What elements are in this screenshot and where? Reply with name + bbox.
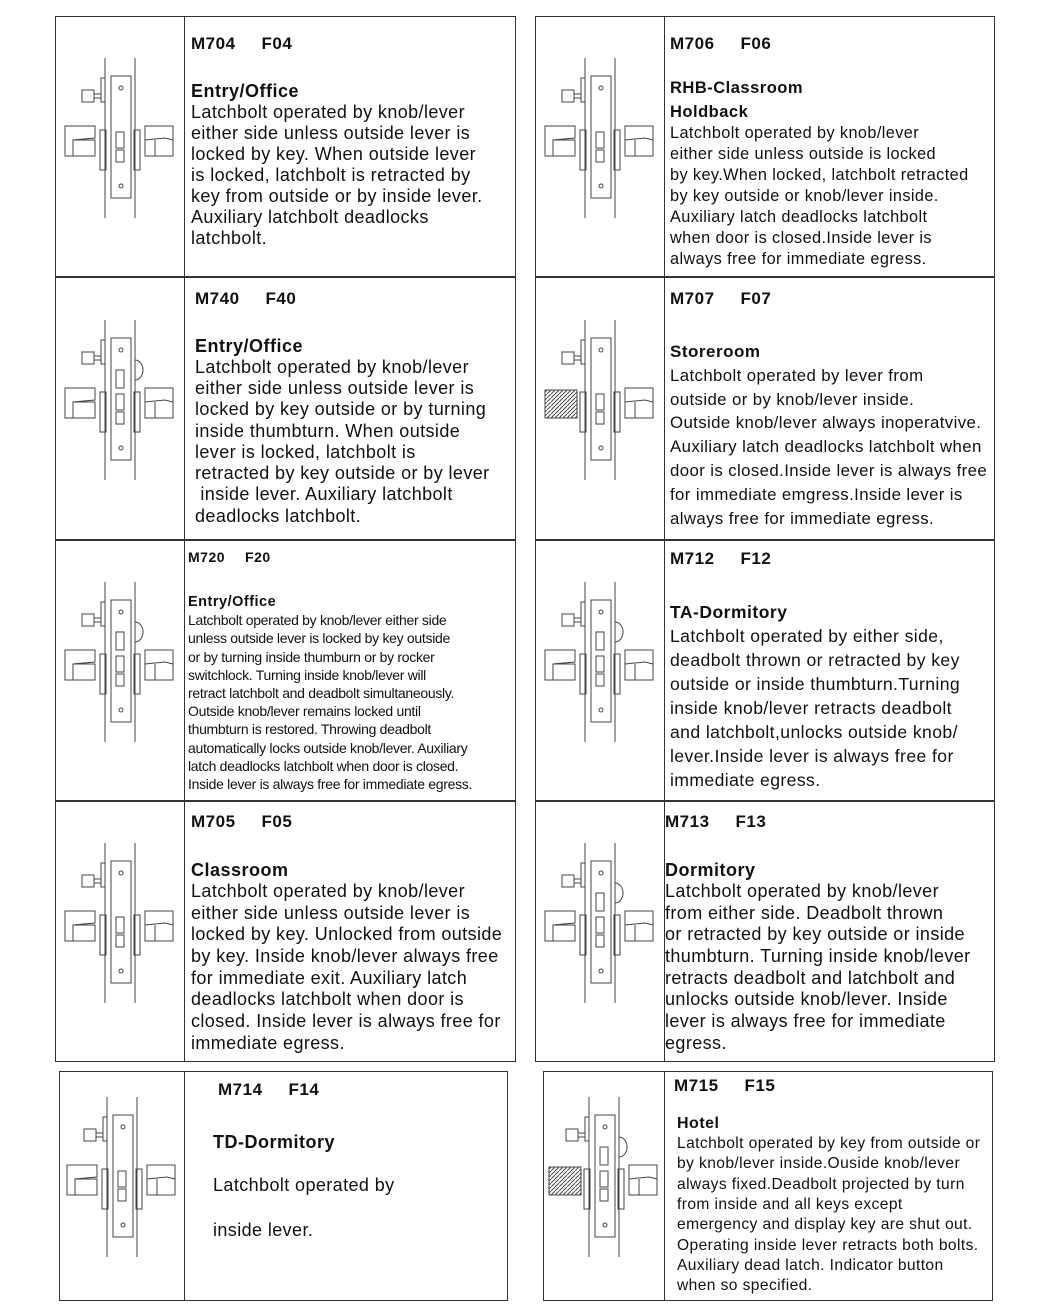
model-number: M714 — [218, 1080, 263, 1099]
function-code: F20 — [245, 549, 271, 565]
function-description — [191, 881, 502, 1055]
model-number: M720 — [188, 549, 226, 565]
description-line: Auxiliary dead latch. Indicator button — [677, 1256, 944, 1274]
model-header — [188, 549, 271, 565]
model-header — [670, 289, 771, 309]
description-line: switchlock. Turning inside knob/lever will — [188, 666, 426, 683]
function-title — [665, 858, 756, 882]
description-line: locked by key outside or by turning — [195, 399, 487, 420]
function-code: F15 — [744, 1076, 776, 1095]
description-line: Auxiliary latch deadlocks latchbolt — [670, 207, 928, 226]
description-line: either side unless outside lever is — [195, 377, 475, 398]
function-title-line: Entry/Office — [191, 81, 300, 101]
description-line: Latchbolt operated by key from outside or — [677, 1135, 981, 1153]
lock-diagram — [536, 802, 664, 1061]
function-description — [195, 357, 490, 527]
mortise-lock-icon — [539, 1087, 669, 1307]
function-title — [670, 76, 803, 124]
function-description — [670, 364, 987, 531]
description-line: outside or inside thumbturn.Turning — [670, 674, 961, 694]
function-title-line: Dormitory — [665, 860, 756, 880]
function-title — [191, 79, 299, 103]
function-code: F40 — [265, 289, 297, 308]
description-line: from either side. Deadbolt thrown — [665, 902, 944, 923]
description-line: emergency and display key are shut out. — [677, 1216, 973, 1234]
description-line: thumbturn. Turning inside knob/lever — [665, 945, 971, 966]
column-divider — [664, 278, 665, 539]
description-line: unless outside lever is locked by key outside — [188, 630, 450, 647]
description-line: Latchbolt operated by knob/lever either side — [188, 612, 447, 629]
model-number: M704 — [191, 34, 236, 53]
function-description — [677, 1134, 980, 1296]
function-title — [670, 340, 760, 364]
mortise-lock-icon — [55, 48, 185, 268]
function-description — [213, 1163, 395, 1253]
description-line: retracts deadbolt and latchbolt and — [665, 967, 956, 988]
function-code: F12 — [740, 549, 772, 568]
function-title-line: Classroom — [191, 860, 289, 880]
description-line: Inside lever is always free for immediate egress. — [188, 775, 473, 792]
function-title — [213, 1130, 335, 1154]
function-code: F04 — [261, 34, 293, 53]
function-code: F14 — [288, 1080, 320, 1099]
description-line: key from outside or by inside lever. — [191, 185, 483, 206]
description-line: and latchbolt,unlocks outside knob/ — [670, 722, 958, 742]
model-header — [665, 812, 766, 832]
description-line: lever is always free for immediate — [665, 1011, 946, 1032]
column-divider — [184, 278, 185, 539]
lock-diagram — [544, 1072, 664, 1300]
description-line: Auxiliary latchbolt deadlocks — [191, 206, 429, 227]
mortise-lock-icon — [535, 310, 665, 530]
mortise-lock-icon — [535, 572, 665, 792]
description-line: Outside knob/lever remains locked until — [188, 703, 421, 720]
lock-diagram — [536, 541, 664, 800]
function-title-line: RHB-Classroom — [670, 79, 804, 97]
description-line: deadlocks latchbolt when door is — [191, 989, 464, 1010]
description-line: Latchbolt operated by either side, — [670, 626, 944, 646]
description-line: inside lever. — [213, 1220, 314, 1240]
model-number: M712 — [670, 549, 715, 568]
description-line: or retracted by key outside or inside — [665, 924, 965, 945]
column-divider — [184, 1072, 185, 1300]
model-header — [674, 1076, 775, 1096]
description-line: latchbolt. — [191, 227, 268, 248]
description-line: outside or by knob/lever inside. — [670, 389, 915, 409]
column-divider — [664, 17, 665, 276]
description-line: either side unless outside lever is — [191, 122, 471, 143]
model-header — [670, 549, 771, 569]
function-description — [670, 624, 960, 792]
description-line: from inside and all keys except — [677, 1196, 903, 1214]
description-line: Latchbolt operated by knob/lever — [191, 101, 465, 122]
description-line: egress. — [665, 1032, 727, 1053]
function-title-line: Entry/Office — [188, 594, 277, 610]
function-title-line: Storeroom — [670, 342, 761, 361]
description-line: or by turning inside thumburn or by rocker — [188, 648, 435, 665]
description-line: by key outside or knob/lever inside. — [670, 186, 939, 205]
description-line: when door is closed.Inside lever is — [670, 228, 932, 247]
mortise-lock-icon — [535, 833, 665, 1053]
description-line: inside thumbturn. When outside — [195, 420, 461, 441]
description-line: unlocks outside knob/lever. Inside — [665, 989, 948, 1010]
model-header — [191, 812, 292, 832]
description-line: retract latchbolt and deadbolt simultaneously. — [188, 684, 455, 701]
lock-diagram — [536, 278, 664, 539]
model-header — [218, 1080, 319, 1100]
column-divider — [184, 541, 185, 800]
column-divider — [184, 17, 185, 276]
description-line: is locked, latchbolt is retracted by — [191, 164, 471, 185]
description-line: closed. Inside lever is always free for — [191, 1011, 501, 1032]
model-number: M740 — [195, 289, 240, 308]
function-code: F05 — [261, 812, 293, 831]
lock-diagram — [536, 17, 664, 276]
model-header — [670, 34, 771, 54]
column-divider — [664, 541, 665, 800]
lock-diagram — [56, 278, 184, 539]
description-line: thumbturn is restored. Throwing deadbolt — [188, 721, 431, 738]
description-line: door is closed.Inside lever is always free — [670, 461, 988, 481]
function-description — [670, 123, 969, 270]
description-line: inside lever. Auxiliary latchbolt — [195, 484, 453, 505]
description-line: Outside knob/lever always inoperatvive. — [670, 413, 982, 433]
function-title-line: TA-Dormitory — [670, 602, 788, 622]
description-line: lever is locked, latchbolt is — [195, 441, 416, 462]
mortise-lock-icon — [55, 572, 185, 792]
description-line: by key.When locked, latchbolt retracted — [670, 165, 969, 184]
mortise-lock-icon — [55, 833, 185, 1053]
description-line: Auxiliary latch deadlocks latchbolt when — [670, 437, 982, 457]
function-title — [191, 858, 289, 882]
description-line: latch deadlocks latchbolt when door is closed. — [188, 757, 459, 774]
model-header — [195, 289, 296, 309]
model-number: M713 — [665, 812, 710, 831]
function-code: F13 — [735, 812, 767, 831]
description-line: Latchbolt operated by — [213, 1175, 395, 1195]
description-line: by knob/lever inside.Ouside knob/lever — [677, 1155, 961, 1173]
description-line: Latchbolt operated by knob/lever — [195, 356, 469, 377]
description-line: automatically locks outside knob/lever. Auxiliary — [188, 739, 468, 756]
description-line: always free for immediate egress. — [670, 249, 927, 268]
function-code: F06 — [740, 34, 772, 53]
description-line: deadbolt thrown or retracted by key — [670, 650, 960, 670]
description-line: lever.Inside lever is always free for — [670, 746, 954, 766]
model-number: M715 — [674, 1076, 719, 1095]
mortise-lock-icon — [55, 310, 185, 530]
function-code: F07 — [740, 289, 772, 308]
description-line: locked by key. When outside lever — [191, 143, 477, 164]
description-line: Latchbolt operated by knob/lever — [665, 880, 939, 901]
column-divider — [184, 802, 185, 1061]
lock-diagram — [56, 541, 184, 800]
description-line: Latchbolt operated by knob/lever — [670, 123, 920, 142]
mortise-lock-icon — [57, 1087, 187, 1307]
function-title-line: Entry/Office — [195, 336, 304, 356]
description-line: for immediate emgress.Inside lever is — [670, 484, 963, 504]
description-line: deadlocks latchbolt. — [195, 505, 362, 526]
description-line: always free for immediate egress. — [670, 508, 935, 528]
model-number: M705 — [191, 812, 236, 831]
function-title-line: Hotel — [677, 1115, 720, 1132]
description-line: either side unless outside lever is — [191, 902, 471, 923]
function-title-line: Holdback — [670, 103, 749, 121]
description-line: inside knob/lever retracts deadbolt — [670, 698, 952, 718]
function-title — [670, 600, 787, 624]
column-divider — [664, 1072, 665, 1300]
description-line: retracted by key outside or by lever — [195, 463, 490, 484]
description-line: always fixed.Deadbolt projected by turn — [677, 1175, 965, 1193]
description-line: for immediate exit. Auxiliary latch — [191, 967, 468, 988]
lock-diagram — [60, 1072, 184, 1300]
model-number: M707 — [670, 289, 715, 308]
lock-diagram — [56, 17, 184, 276]
mortise-lock-icon — [535, 48, 665, 268]
description-line: Operating inside lever retracts both bolts. — [677, 1236, 979, 1254]
function-description — [665, 881, 971, 1055]
description-line: either side unless outside is locked — [670, 144, 936, 163]
description-line: when so specified. — [677, 1277, 813, 1295]
model-header — [191, 34, 292, 54]
model-number: M706 — [670, 34, 715, 53]
description-line: locked by key. Unlocked from outside — [191, 924, 503, 945]
function-title — [195, 334, 303, 358]
description-line: Latchbolt operated by knob/lever — [191, 880, 465, 901]
lock-diagram — [56, 802, 184, 1061]
function-title — [677, 1112, 720, 1136]
description-line: immediate egress. — [670, 770, 821, 790]
description-line: immediate egress. — [191, 1032, 345, 1053]
description-line: Latchbolt operated by lever from — [670, 365, 924, 385]
function-description — [188, 611, 472, 793]
description-line: by key. Inside knob/lever always free — [191, 945, 499, 966]
function-description — [191, 102, 483, 249]
function-title-line: TD-Dormitory — [213, 1132, 335, 1152]
